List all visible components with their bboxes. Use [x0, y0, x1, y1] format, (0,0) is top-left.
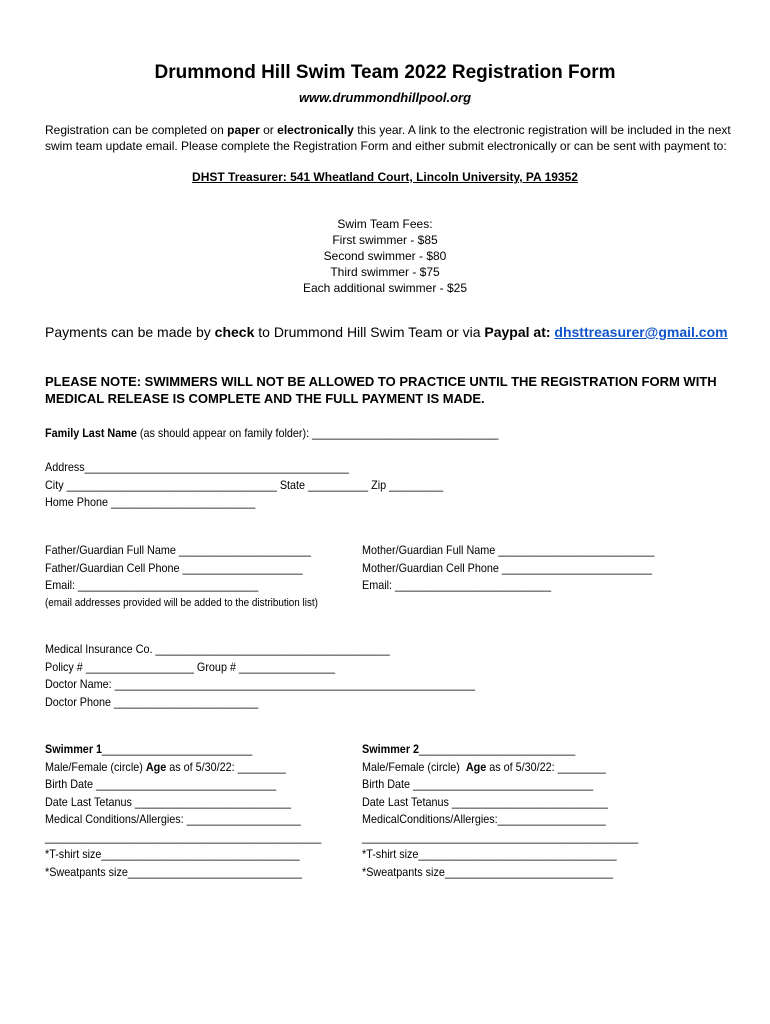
- swimmer-2-blank[interactable]: __________________________: [419, 742, 576, 756]
- swimmer-2-label: Swimmer 2: [362, 742, 420, 756]
- intro-text-2: or: [259, 123, 278, 137]
- fee-line: Third swimmer - $75: [330, 265, 440, 279]
- fees-heading: Swim Team Fees:: [337, 217, 433, 231]
- family-last-name-field[interactable]: [45, 425, 498, 443]
- swimmer-2-age-blank[interactable]: as of 5/30/22: ________: [486, 759, 606, 774]
- doctor-phone-field[interactable]: Doctor Phone ________________________: [45, 694, 259, 709]
- email-distribution-note: (email addresses provided will be added to the distribution list): [45, 596, 318, 609]
- swimmer-2-gender-age-field[interactable]: [362, 759, 638, 777]
- fee-line: Each additional swimmer - $25: [302, 281, 468, 295]
- payment-bold-check: check: [214, 324, 255, 340]
- swimmer-1-tshirt-field[interactable]: *T-shirt size_________________________________: [45, 847, 300, 861]
- intro-bold-paper: paper: [227, 123, 260, 137]
- swimmer-2-conditions-field[interactable]: MedicalConditions/Allergies:__________________: [362, 812, 606, 826]
- swimmer-1-sweatpants-field[interactable]: *Sweatpants size_____________________________: [45, 864, 303, 879]
- doctor-name-field[interactable]: Doctor Name: ____________________________________________________________: [45, 677, 476, 691]
- swimmer-1-name-field[interactable]: [45, 741, 321, 759]
- swimmer-2-name-field[interactable]: [362, 741, 638, 759]
- father-cell-field[interactable]: Father/Guardian Cell Phone ____________________: [45, 560, 303, 575]
- intro-paragraph: [45, 122, 735, 154]
- fee-line: First swimmer - $85: [332, 233, 438, 247]
- swimmer-2-gender-label: Male/Female (circle): [362, 759, 466, 774]
- payment-info: [45, 324, 728, 340]
- intro-text-1: Registration can be completed on: [45, 123, 228, 137]
- intro-bold-electronically: electronically: [277, 123, 354, 137]
- father-guardian-section: [45, 542, 318, 612]
- swimmer-1-gender-age-field[interactable]: [45, 759, 321, 777]
- contact-section: [45, 459, 443, 512]
- home-phone-field[interactable]: Home Phone ________________________: [45, 495, 256, 509]
- payment-text-1: Payments can be made by: [45, 324, 215, 340]
- swimmer-1-tetanus-field[interactable]: Date Last Tetanus __________________________: [45, 794, 292, 809]
- form-title: Drummond Hill Swim Team 2022 Registration Form: [154, 62, 616, 83]
- swimmer-1-conditions-field[interactable]: Medical Conditions/Allergies: ___________________: [45, 812, 301, 826]
- father-email-field[interactable]: Email: ______________________________: [45, 578, 259, 592]
- medical-section: [45, 641, 475, 711]
- payment-text-2: to Drummond Hill Swim Team or via: [254, 324, 485, 340]
- mother-name-field[interactable]: Mother/Guardian Full Name __________________________: [362, 543, 655, 557]
- treasurer-email-link[interactable]: dhsttreasurer@gmail.com: [554, 324, 728, 340]
- swimmer-2-sweatpants-field[interactable]: *Sweatpants size____________________________: [362, 864, 614, 879]
- address-field[interactable]: Address____________________________________________: [45, 460, 349, 474]
- fee-line: Second swimmer - $80: [323, 249, 447, 263]
- swimmer-1-birth-date-field[interactable]: Birth Date ______________________________: [45, 777, 277, 791]
- swimmer-2-conditions-line-2[interactable]: ______________________________________________: [362, 829, 639, 844]
- swimmer-2-tetanus-field[interactable]: Date Last Tetanus __________________________: [362, 794, 609, 809]
- important-note: PLEASE NOTE: SWIMMERS WILL NOT BE ALLOWED TO PRACTICE UNTIL THE REGISTRATION FORM WITH MEDICAL RELEASE IS COMPLETE AND THE FULL PAYMENT IS MADE.: [45, 374, 717, 406]
- payment-bold-at: at:: [529, 324, 555, 340]
- city-state-zip-field[interactable]: City ___________________________________ State __________ Zip _________: [45, 477, 444, 492]
- medical-insurance-field[interactable]: Medical Insurance Co. _______________________________________: [45, 642, 390, 656]
- intro-text-3: this year. A link to the electronic registration will be included in the next swim team update email. Please complete the Registration Form and either submit electronically or can be sent with payment to:: [45, 123, 731, 153]
- swimmer-2-tshirt-field[interactable]: *T-shirt size_________________________________: [362, 847, 617, 861]
- father-name-field[interactable]: Father/Guardian Full Name ______________________: [45, 543, 312, 557]
- swimmer-1-gender-label: Male/Female (circle): [45, 759, 146, 774]
- treasurer-address: DHST Treasurer: 541 Wheatland Court, Lincoln University, PA 19352: [192, 170, 578, 184]
- mother-cell-field[interactable]: Mother/Guardian Cell Phone _________________________: [362, 560, 653, 575]
- swimmer-2-age-label: Age: [465, 759, 487, 774]
- swimmer-1-blank[interactable]: _________________________: [102, 742, 253, 756]
- mother-guardian-section: [362, 542, 654, 595]
- swimmer-1-label: Swimmer 1: [45, 742, 103, 756]
- swimmer-2-section: [362, 741, 638, 881]
- payment-bold-paypal: Paypal: [484, 324, 530, 340]
- family-last-name-blank[interactable]: _______________________________: [312, 426, 499, 440]
- family-last-name-label: Family Last Name: [45, 426, 137, 440]
- swimmer-1-section: [45, 741, 321, 881]
- family-last-name-hint: (as should appear on family folder):: [136, 426, 313, 440]
- swimmer-1-age-blank[interactable]: as of 5/30/22: ________: [166, 759, 286, 774]
- mother-email-field[interactable]: Email: __________________________: [362, 578, 552, 592]
- swimmer-1-conditions-line-2[interactable]: ______________________________________________: [45, 829, 322, 844]
- policy-group-field[interactable]: Policy # __________________ Group # ________________: [45, 659, 336, 674]
- website-url: www.drummondhillpool.org: [298, 90, 472, 105]
- swimmer-2-birth-date-field[interactable]: Birth Date ______________________________: [362, 777, 594, 791]
- swimmer-1-age-label: Age: [145, 759, 167, 774]
- swim-team-fees: [0, 216, 770, 296]
